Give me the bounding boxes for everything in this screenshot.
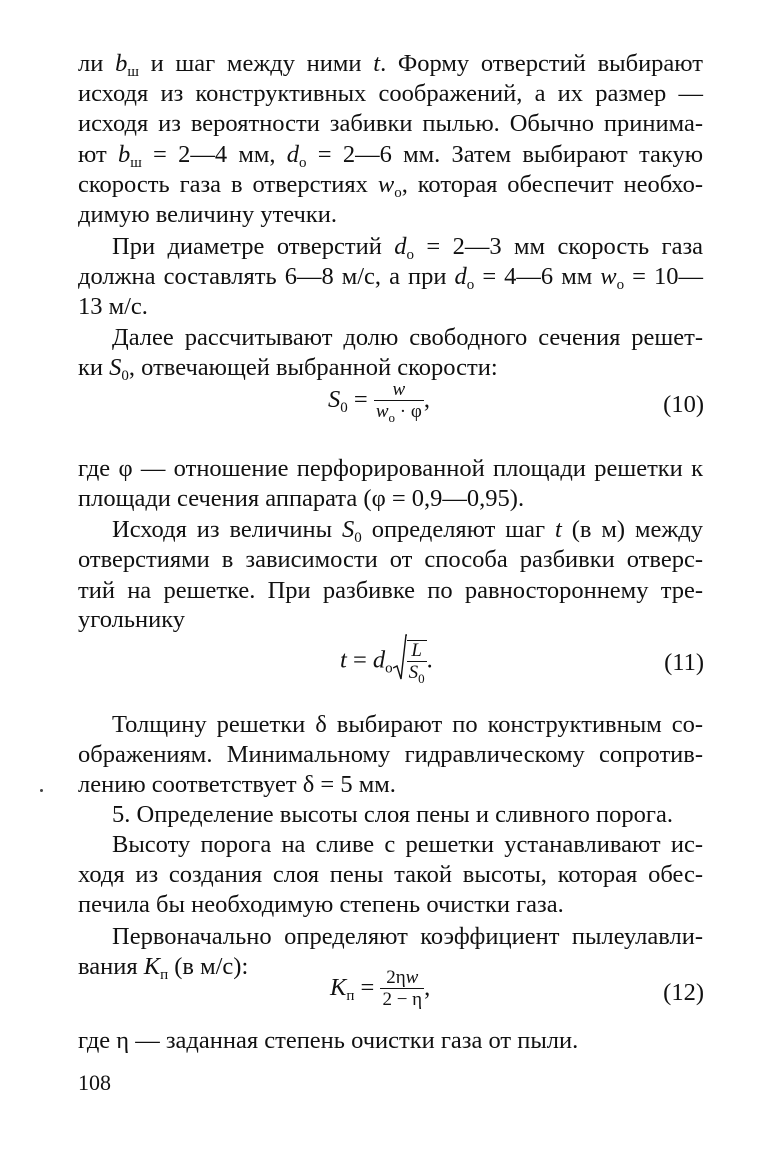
text-line: лению соответствует δ = 5 мм. [78, 771, 396, 798]
text-line: ют $b_ш$ = 2—4 мм, $d_o$ = 2—6 мм. Затем выбирают такую [78, 141, 703, 171]
text-line: Исходя из величины $S_0$ определяют шаг t (в м) между [112, 516, 703, 546]
text-line: вания $K_п$ (в м/с): [78, 953, 249, 983]
text-line: ки $S_0$, отвечающей выбранной скорости: [78, 354, 498, 384]
text-line: Высоту порога на сливе с решетки устанавливают ис- [112, 831, 703, 858]
text-line: печила бы необходимую степень очистки газа. [78, 891, 564, 918]
text-line: скорость газа в отверстиях $w_o$, которая обеспечит необхо- [78, 171, 703, 201]
stray-mark [40, 789, 43, 792]
text-line: площади сечения аппарата (φ = 0,9—0,95). [78, 485, 525, 512]
text-line: димую величину утечки. [78, 201, 337, 228]
text-line: исходя из конструктивных соображений, а их размер — [78, 80, 703, 107]
text-line: ходя из создания слоя пены такой высоты, которая обес- [78, 861, 703, 888]
equation-11: $t = d_o$ $\frac{L}{S_0}$ . [340, 640, 433, 684]
equation-12: $K_п$ = $\frac{2\eta w}{2 - \eta}$ , [330, 967, 431, 1010]
text-line: ображениям. Минимальному гидравлическому сопротив- [78, 741, 703, 768]
text-line: При диаметре отверстий $d_o$ = 2—3 мм скорость газа [112, 233, 704, 263]
text-line: угольнику [78, 606, 186, 633]
text-line: Первоначально определяют коэффициент пылеулавли- [112, 923, 703, 950]
text-line: где η — заданная степень очистки газа от пыли. [78, 1027, 579, 1054]
text-line: ли $b_ш$ и шаг между ними t. Форму отверстий выбирают [78, 50, 703, 80]
text-line: отверстиями в зависимости от способа разбивки отверс- [78, 546, 703, 573]
equation-number: (10) [663, 391, 704, 418]
equation-number: (12) [663, 979, 704, 1006]
text-line: тий на решетке. При разбивке по равностороннему тре- [78, 577, 703, 604]
equation-number: (11) [664, 649, 704, 676]
radical-sign [393, 634, 407, 680]
section-heading: 5. Определение высоты слоя пены и сливного порога. [112, 801, 673, 828]
text-line: должна составлять 6—8 м/с, а при $d_o$ = 4—6 мм $w_o$ = 10— [78, 263, 703, 293]
text-line: исходя из вероятности забивки пылью. Обычно принима- [78, 110, 703, 137]
page-number: 108 [78, 1070, 111, 1095]
text-line: Далее рассчитывают долю свободного сечения решет- [112, 324, 703, 351]
text-line: где φ — отношение перфорированной площади решетки к [78, 455, 703, 482]
text-line: Толщину решетки δ выбирают по конструктивным со- [112, 711, 703, 738]
text-line: 13 м/с. [78, 293, 148, 320]
equation-10: $S_0$ = $\frac{w}{w_o \cdot \varphi}$ , [328, 379, 430, 425]
